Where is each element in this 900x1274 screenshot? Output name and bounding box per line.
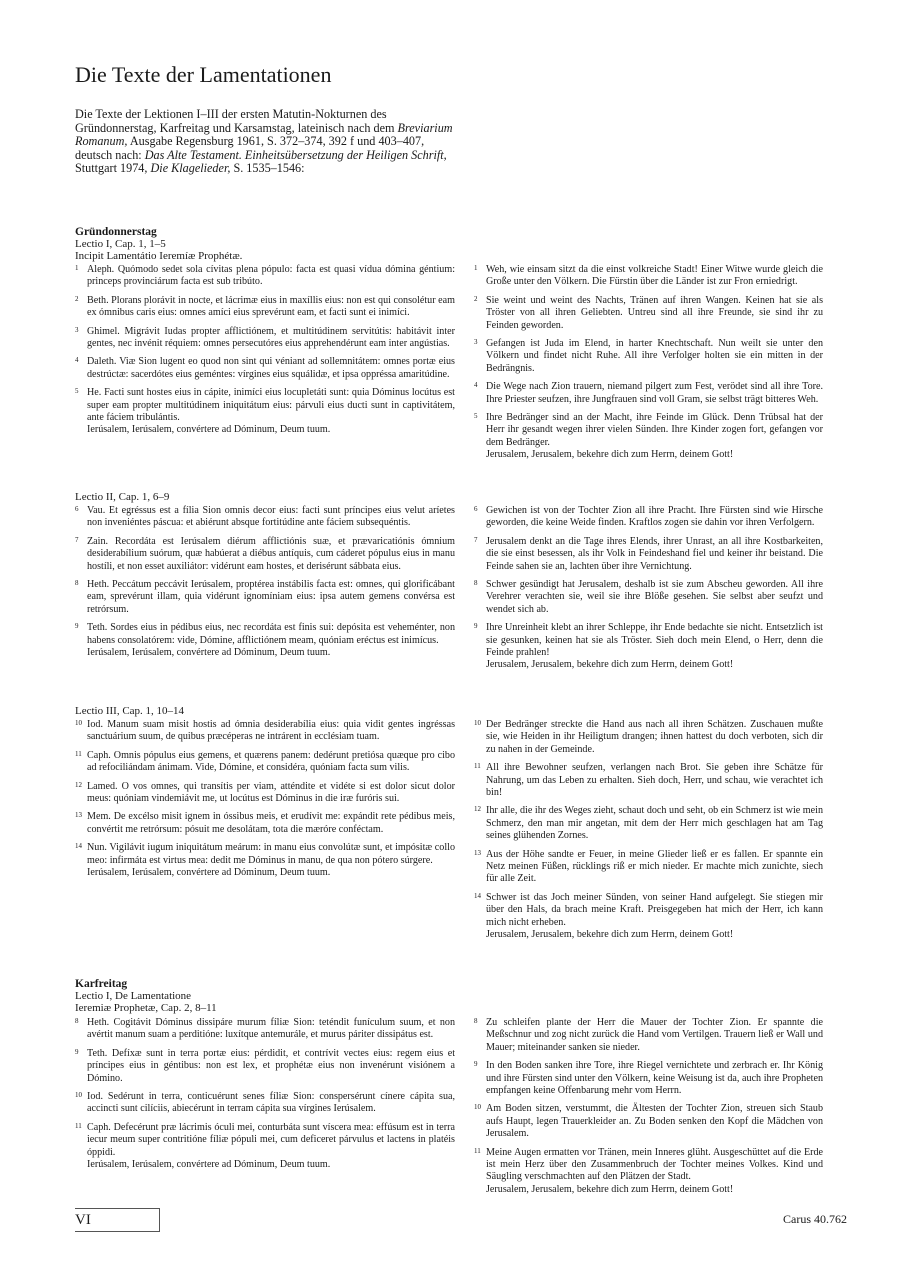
german-column-lectio-2 [474, 505, 823, 672]
verse [474, 1147, 823, 1184]
verse [75, 842, 455, 867]
refrain: Ierúsalem, Ierúsalem, convértere ad Dóminum, Deum tuum. [87, 647, 331, 659]
verse [75, 505, 455, 530]
verse-text: Ghimel. Migrávit Iudas propter afflictiónem, et multitúdinem servitútis: habitávit inter gentes, nec invénit réquiem: omnes persecutóres eius apprehendérunt eam inter angústias. [87, 325, 455, 350]
verse-text: Caph. Omnis pópulus eius gemens, et quærens panem: dedérunt pretiósa quæque pro cibo ad refociliándam ánimam. Vide, Dómine, et considéra, quóniam facta sum vilis. [87, 749, 455, 774]
verse [474, 1103, 823, 1140]
verse-text: Ihre Unreinheit klebt an ihrer Schleppe, ihr Ende bedachte sie nicht. Entsetzlich ist sie gesunken, keinen hat sie als Tröster. Sieh doch mein Elend, o Herr, denn die Feinde prahlen! [486, 622, 823, 659]
verse [75, 326, 455, 351]
verse-number: 13 [474, 848, 481, 857]
verse [474, 264, 823, 289]
verse-number: 10 [75, 1091, 82, 1100]
verse-text: Lamed. O vos omnes, qui transítis per viam, atténdite et vidéte si est dolor sicut dolor meus: quóniam vindemiávit me, ut locútus est Dóminus in die iræ furóris sui. [87, 780, 455, 805]
verse-text: Ihre Bedränger sind an der Macht, ihre Feinde im Glück. Denn Trübsal hat der Herr ihr gesandt wegen ihrer vielen Sünden. Ihre Kinder zogen fort, gefangen vor dem Bedränger. [486, 412, 823, 448]
lectio-3-heading-block [75, 705, 455, 717]
verse [75, 1017, 455, 1042]
verse-text: Aleph. Quómodo sedet sola cívitas plena pópulo: facta est quasi vídua dómina géntium: princeps provinciárum facta est sub tribúto. [87, 264, 455, 288]
verse-number: 11 [75, 749, 82, 758]
refrain: Ierúsalem, Ierúsalem, convértere ad Dóminum, Deum tuum. [87, 867, 331, 879]
day-heading: Gründonnerstag [75, 226, 157, 238]
verse-number: 5 [474, 412, 478, 421]
verse-number: 12 [474, 805, 481, 814]
verse-number: 3 [474, 338, 478, 347]
verse-number: 9 [75, 1047, 79, 1056]
refrain: Jerusalem, Jerusalem, bekehre dich zum Herrn, deinem Gott! [486, 659, 734, 671]
verse-number: 8 [75, 1017, 79, 1025]
verse [474, 536, 823, 573]
latin-column-lectio-3 [75, 719, 455, 879]
incipit: Incipit Lamentátio Ieremíæ Prophétæ. [75, 250, 243, 263]
verse-number: 9 [474, 622, 478, 631]
refrain: Jerusalem, Jerusalem, bekehre dich zum Herrn, deinem Gott! [486, 929, 734, 941]
page-number: VI [75, 1208, 160, 1232]
verse-text: Nun. Vigilávit iugum iniquitátum meárum: in manu eius convolútæ sunt, et impósitæ collo meo: infirmáta est virtus mea: dedit me Dóminus in manu, de qua non pótero súrgere. [87, 842, 455, 866]
verse-text: Teth. Sordes eius in pédibus eius, nec recordáta est finis sui: depósita est veheménter, non habens consolatórem: vide, Dómine, afflictiónem meam, quóniam eréctus est inimícus. [87, 622, 455, 646]
verse-number: 1 [474, 264, 478, 272]
verse-text: Heth. Cogitávit Dóminus dissipáre murum fíliæ Sion: teténdit funículum suum, et non avértit manum suam a perditióne: luxítque antemurále, et murus páriter dissipátus est. [87, 1017, 455, 1041]
verse-number: 10 [474, 1103, 481, 1112]
verse-number: 9 [474, 1060, 478, 1069]
verse-number: 6 [75, 505, 79, 513]
verse-text: Gewichen ist von der Tochter Zion all ihre Pracht. Ihre Fürsten sind wie Hirsche geworden, die keine Weide finden. Kraftlos zogen sie dahin vor ihren Verfolgern. [486, 505, 823, 529]
verse-number: 14 [474, 891, 481, 900]
verse-text: In den Boden sanken ihre Tore, ihre Riegel vernichtete und zerbrach er. Ihr König und ihre Fürsten sind unter den Völkern, keine Weisung ist da, auch ihre Propheten empfangen keine Offenbarung mehr vom Herrn. [486, 1060, 823, 1097]
verse-number: 6 [474, 505, 478, 513]
verse-text: Beth. Plorans plorávit in nocte, et lácrimæ eius in maxíllis eius: non est qui consolétur eam ex ómnibus caris eius: omnes amíci eius sprevérunt eam, et facti sunt ei inimíci. [87, 294, 455, 319]
verse-number: 1 [75, 264, 79, 272]
lectio-heading: Lectio II, Cap. 1, 6–9 [75, 491, 170, 503]
verse-text: Meine Augen ermatten vor Tränen, mein Inneres glüht. Ausgeschüttet auf die Erde ist mein Herz über den Zusammenbruch der Tochter meines Volkes. Kind und Säugling verschmachten auf den Plätzen der Stadt. [486, 1146, 823, 1183]
verse-text: Aus der Höhe sandte er Feuer, in meine Glieder ließ er es fallen. Er spannte ein Netz meinen Füßen, rücklings riß er mich nieder. Er machte mich zunichte, siech für alle Zeit. [486, 848, 823, 885]
verse-text: Caph. Defecérunt præ lácrimis óculi mei, conturbáta sunt víscera mea: effúsum est in terra iecur meum super contritióne fíliæ pópuli mei, cum deficeret párvulus et lactens in platéis óppidi. [87, 1121, 455, 1158]
verse-number: 11 [474, 1146, 481, 1155]
verse-number: 5 [75, 387, 79, 396]
incipit: Ieremiæ Prophetæ, Cap. 2, 8–11 [75, 1002, 217, 1015]
verse-text: Teth. Defíxæ sunt in terra portæ eius: pérdidit, et contrívit vectes eius: regem eius et príncipes eius in géntibus: non est lex, et prophétæ eius non invenérunt visiónem a Dómino. [87, 1047, 455, 1084]
verse [474, 381, 823, 406]
verse-text: Heth. Peccátum peccávit Ierúsalem, proptérea instábilis facta est: omnes, qui glorificábant eam, sprevérunt illam, quia vidérunt ignomíniam eius: ipsa autem gemens convérsa est retrórsum. [87, 579, 455, 615]
verse-number: 3 [75, 325, 79, 334]
verse-number: 2 [75, 294, 79, 303]
verse-number: 10 [474, 719, 481, 727]
verse-number: 7 [474, 535, 478, 544]
german-column-lectio-1 [474, 264, 823, 462]
verse-number: 10 [75, 719, 82, 727]
lectio-heading: Lectio I, De Lamentatione [75, 990, 192, 1003]
verse-number: 4 [75, 356, 79, 365]
verse [474, 849, 823, 886]
verse-number: 2 [474, 294, 478, 303]
verse [474, 1017, 823, 1054]
verse-text: Weh, wie einsam sitzt da die einst volkreiche Stadt! Einer Witwe wurde gleich die Große unter den Völkern. Die Fürstin über die Länder ist zur Fron erniedrigt. [486, 264, 823, 288]
verse [474, 505, 823, 530]
verse [75, 750, 455, 775]
refrain: Ierúsalem, Ierúsalem, convértere ad Dóminum, Deum tuum. [87, 424, 331, 436]
verse-text: Am Boden sitzen, verstummt, die Ältesten der Tochter Zion, streuen sich Staub aufs Haupt, legen Trauerkleider an. Zu Boden senken den Kopf die Mädchen von Jerusalem. [486, 1103, 823, 1140]
refrain: Ierúsalem, Ierúsalem, convértere ad Dóminum, Deum tuum. [87, 1159, 331, 1171]
gruendonnerstag-heading-block [75, 226, 455, 262]
latin-column-lectio-2 [75, 505, 455, 659]
verse-number: 11 [75, 1121, 82, 1130]
verse-number: 4 [474, 381, 478, 390]
verse-number: 8 [75, 579, 79, 588]
verse-text: Der Bedränger streckte die Hand aus nach all ihren Schätzen. Zuschauen mußte sie, wie Heiden in ihr Heiligtum drangen; ihnen hattest du doch verboten, sich dir zu nahen in der Gemeinde. [486, 719, 823, 755]
verse-text: All ihre Bewohner seufzen, verlangen nach Brot. Sie geben ihre Schätze für Nahrung, um das Leben zu erhalten. Sieh doch, Herr, und schau, wie verachtet ich bin! [486, 762, 823, 799]
verse [75, 356, 455, 381]
verse [75, 811, 455, 836]
verse [474, 412, 823, 449]
verse-text: Die Wege nach Zion trauern, niemand pilgert zum Fest, verödet sind all ihre Tore. Ihre Priester seufzen, ihre Jungfrauen sind voll Gram, sie selbst trägt bitteres Weh. [486, 381, 823, 405]
verse-text: Schwer ist das Joch meiner Sünden, von seiner Hand aufgelegt. Sie stiegen mir über den Hals, da brach meine Kraft. Preisgegeben hat mich der Herr, ich kann mich nicht erheben. [486, 891, 823, 928]
verse [75, 622, 455, 647]
intro-paragraph: Die Texte der Lektionen I–III der ersten Matutin-Nokturnen des Gründonnerstag, Karfreitag und Karsamstag, lateinisch nach dem Breviarium Romanum, Ausgabe Regensburg 1961, S. 372–374, 392 f und 403–407, deutsch nach: Das Alte Testament. Einheitsübersetzung der Heiligen Schrift, Stuttgart 1974, Die Klagelieder, S. 1535–1546: [75, 107, 453, 176]
verse-text: Gefangen ist Juda im Elend, in harter Knechtschaft. Nun weilt sie unter den Völkern und findet nicht Ruhe. All ihre Verfolger holten sie ein mitten in der Bedrängnis. [486, 338, 823, 374]
verse-number: 13 [75, 811, 82, 820]
verse-text: Ihr alle, die ihr des Weges zieht, schaut doch und seht, ob ein Schmerz ist wie mein Schmerz, den man mir angetan, mit dem der Herr mich geschlagen hat am Tag seines glühenden Zornes. [486, 805, 823, 842]
verse [474, 805, 823, 842]
verse [75, 536, 455, 573]
verse [474, 762, 823, 799]
lectio-2-heading-block [75, 491, 455, 503]
page-title: Die Texte der Lamentationen [75, 62, 332, 87]
verse [474, 579, 823, 616]
verse-number: 14 [75, 842, 82, 851]
verse-text: Iod. Sedérunt in terra, conticuérunt senes fíliæ Sion: conspersérunt cínere cápita sua, accincti sunt cilíciis, abiecérunt in terram cápita sua vírgines Ierúsalem. [87, 1091, 455, 1115]
verse [474, 622, 823, 659]
verse-text: Schwer gesündigt hat Jerusalem, deshalb ist sie zum Abscheu geworden. All ihre Verehrer verachten sie, weil sie ihre Blöße gesehen. Sie selbst aber seufzt und wendet sich ab. [486, 579, 823, 615]
refrain: Jerusalem, Jerusalem, bekehre dich zum Herrn, deinem Gott! [486, 1183, 734, 1195]
verse [474, 719, 823, 756]
verse-text: Sie weint und weint des Nachts, Tränen auf ihren Wangen. Keinen hat sie als Tröster von all ihren Geliebten. Untreu sind all ihre Freunde, sie sind ihr zu Feinden geworden. [486, 294, 823, 331]
verse-number: 11 [474, 762, 481, 771]
latin-column-lectio-1 [75, 264, 455, 437]
verse-text: Daleth. Viæ Sion lugent eo quod non sint qui véniant ad sollemnitátem: omnes portæ eius destrúctæ: sacerdótes eius geméntes: vírgines eius squálidæ, et ipsa oppréssa amaritúdine. [87, 356, 455, 380]
verse-number: 7 [75, 535, 79, 544]
verse [474, 338, 823, 375]
verse [75, 264, 455, 289]
verse [75, 579, 455, 616]
verse [474, 295, 823, 332]
verse-text: Mem. De excélso misit ignem in óssibus meis, et erudívit me: expándit rete pédibus meis, convértit me retrórsum: pósuit me desolátam, tota die mæróre conféctam. [87, 811, 455, 835]
verse-number: 8 [474, 1017, 478, 1025]
day-heading: Karfreitag [75, 978, 128, 990]
verse-text: Zu schleifen plante der Herr die Mauer der Tochter Zion. Er spannte die Meßschnur und zog nicht zurück die Hand vom Vertilgen. Trauern ließ er Wall und Mauer; miteinander sanken sie nieder. [486, 1017, 823, 1053]
verse [75, 1091, 455, 1116]
karfreitag-heading-block [75, 978, 455, 1014]
verse-text: Zain. Recordáta est Ierúsalem diérum afflictiónis suæ, et prævaricatiónis ómnium desiderabílium suórum, quæ habúerat a diébus antíquis, cum cáderet pópulus eius in manu hostíli, et non esset auxiliátor: vidérunt eam hostes, et derisérunt sábbata eius. [87, 535, 455, 572]
latin-column-karfreitag [75, 1017, 455, 1171]
verse-text: He. Facti sunt hostes eius in cápite, inimíci eius locupletáti sunt: quia Dóminus locútus est super eam propter multitúdinem iniquitátum eius: párvuli eius ducti sunt in captivitátem, ante fáciem tribulántis. [87, 387, 455, 424]
lectio-heading: Lectio I, Cap. 1, 1–5 [75, 238, 166, 251]
verse-number: 8 [474, 579, 478, 588]
verse-text: Vau. Et egréssus est a fília Sion omnis decor eius: facti sunt príncipes eius velut aríetes non inveniéntes páscua: et abiérunt absque fortitúdine ante fáciem subsequéntis. [87, 505, 455, 529]
verse [474, 1060, 823, 1097]
verse [75, 781, 455, 806]
verse-number: 12 [75, 780, 82, 789]
verse [75, 387, 455, 424]
german-column-lectio-3 [474, 719, 823, 942]
verse-text: Iod. Manum suam misit hostis ad ómnia desiderabília eius: quia vidit gentes ingréssas sanctuárium suum, de quibus præcéperas ne intrárent in ecclésiam tuam. [87, 719, 455, 743]
verse-text: Jerusalem denkt an die Tage ihres Elends, ihrer Unrast, an all ihre Kostbarkeiten, die sie einst besessen, als ihr Volk in Feindeshand fiel und keiner ihr beistand. Die Feinde sahen sie an, lachten über ihre Vernichtung. [486, 535, 823, 572]
publisher-catalog-number: Carus 40.762 [783, 1212, 847, 1226]
verse [474, 892, 823, 929]
verse [75, 1122, 455, 1159]
verse [75, 719, 455, 744]
german-column-karfreitag [474, 1017, 823, 1196]
verse [75, 295, 455, 320]
lectio-heading: Lectio III, Cap. 1, 10–14 [75, 705, 185, 717]
verse [75, 1048, 455, 1085]
refrain: Jerusalem, Jerusalem, bekehre dich zum Herrn, deinem Gott! [486, 449, 734, 461]
verse-number: 9 [75, 622, 79, 631]
